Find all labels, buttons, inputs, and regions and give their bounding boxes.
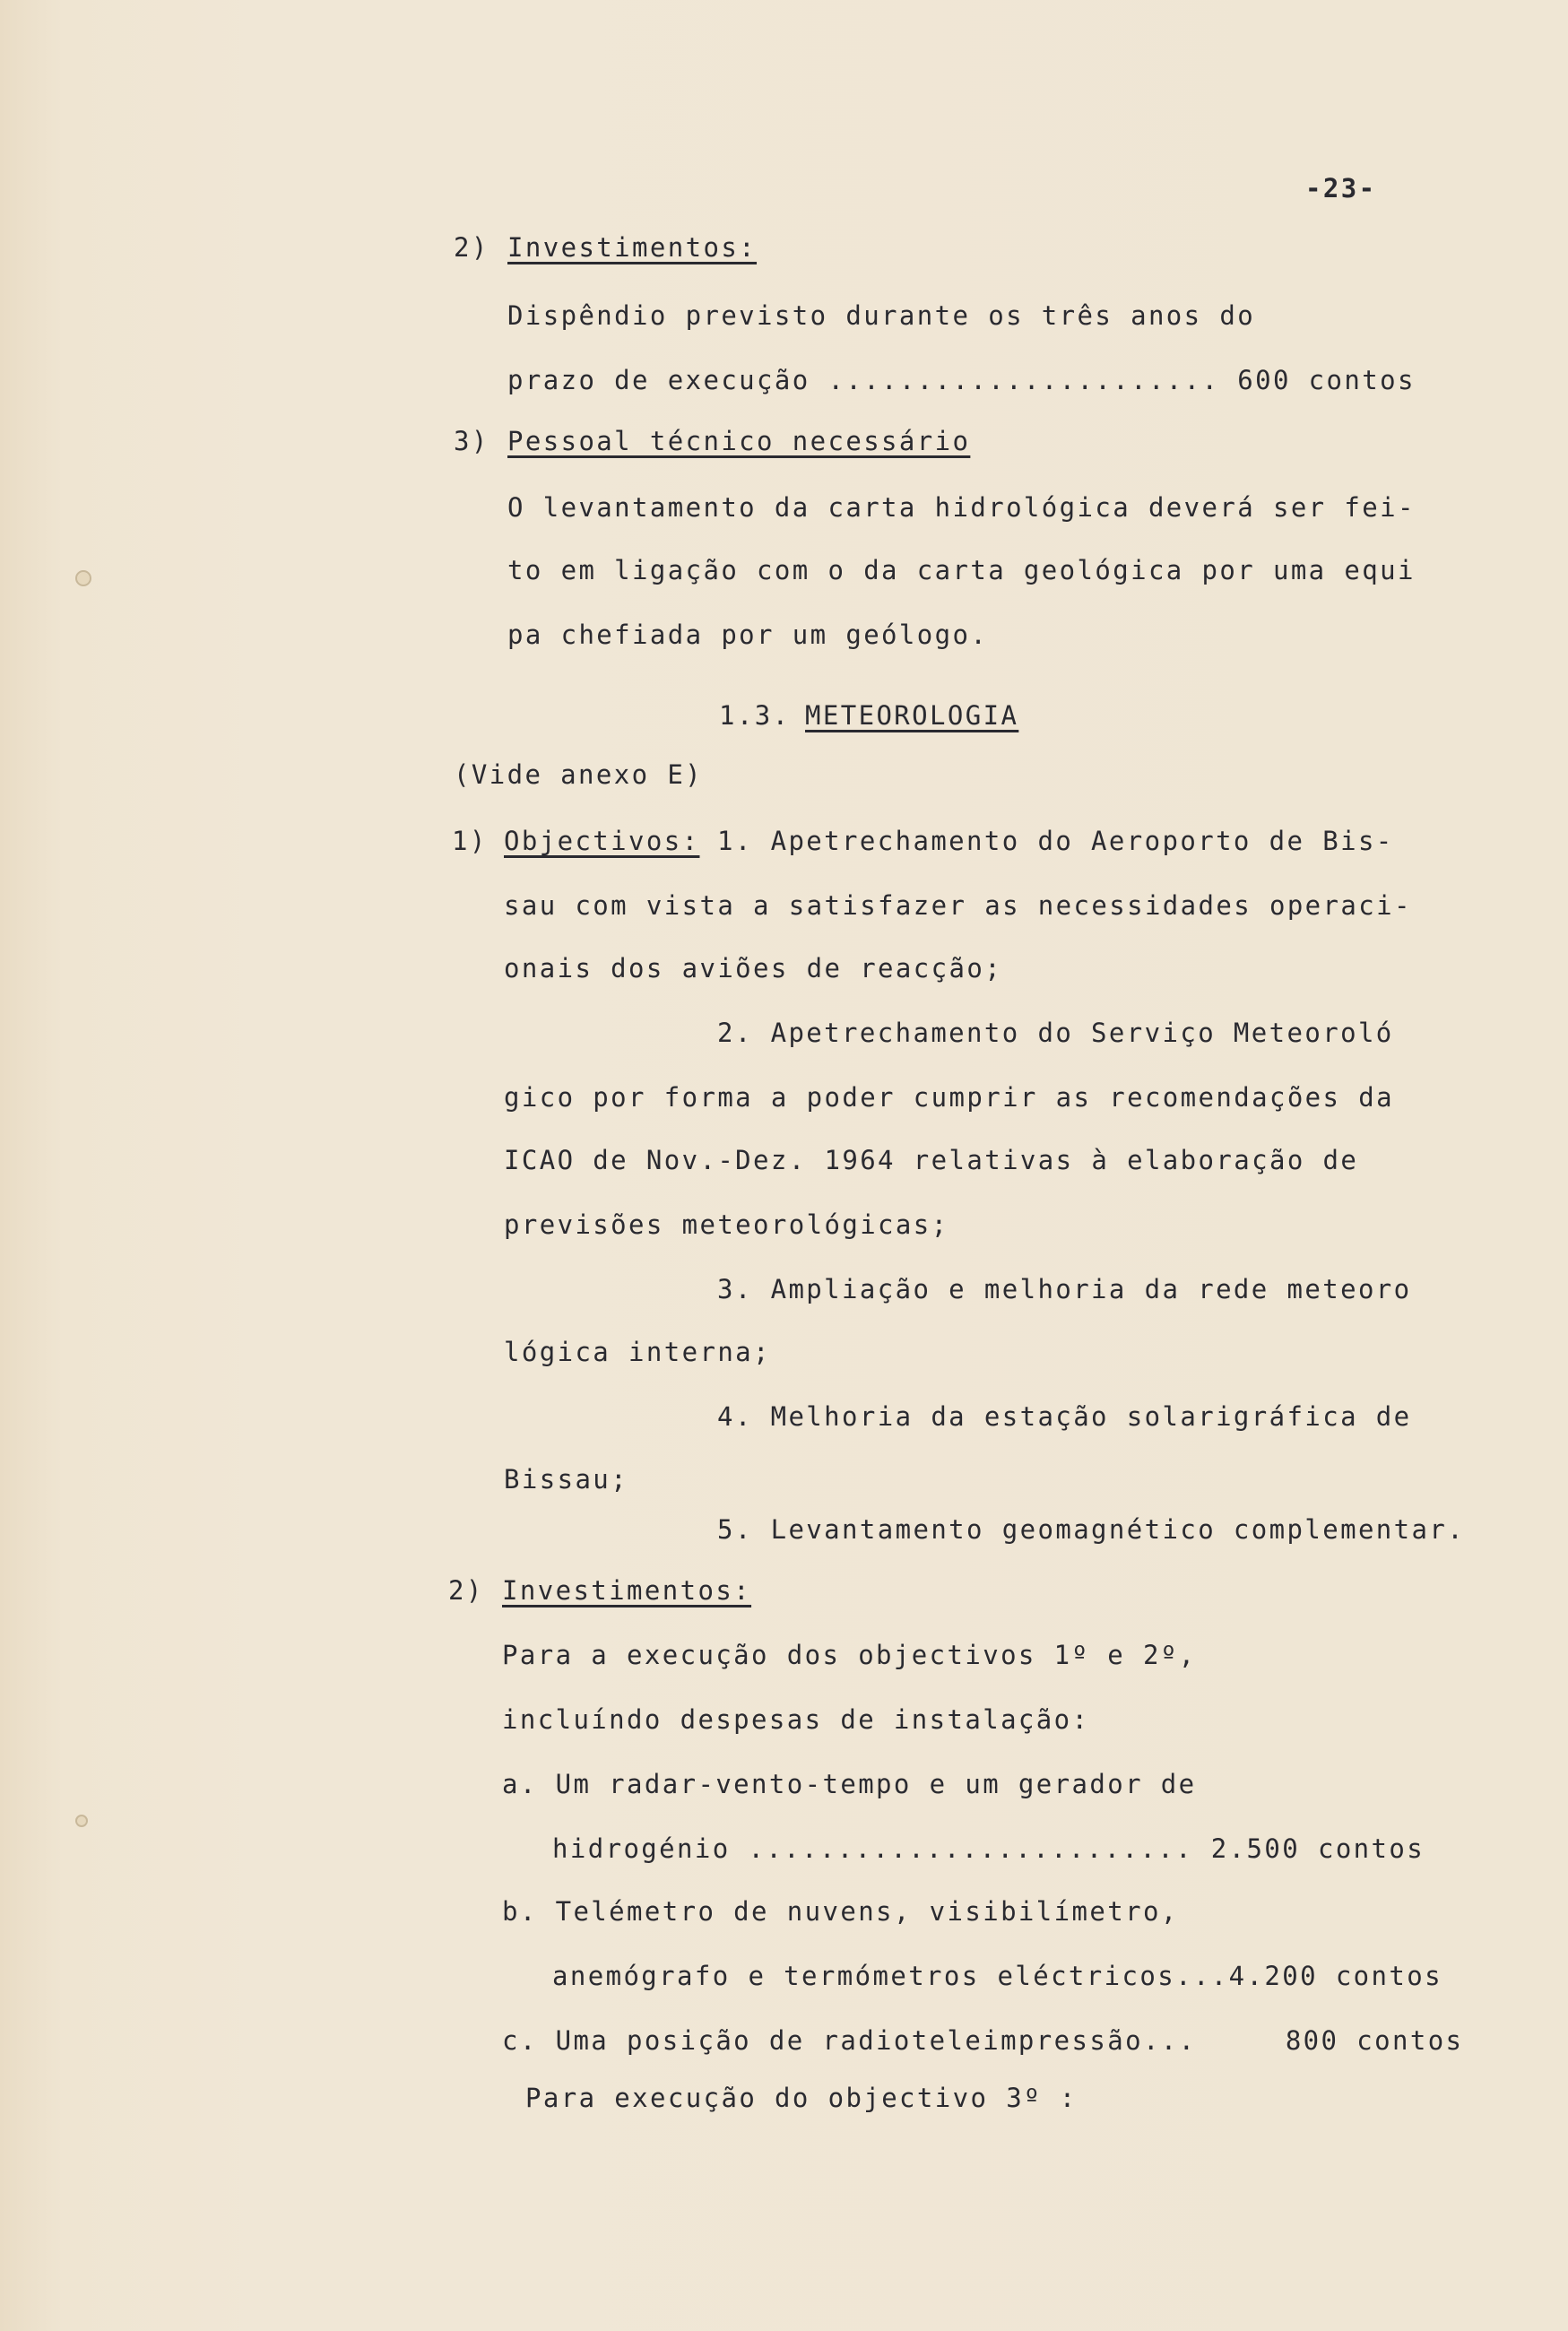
list-item: anemógrafo e termómetros eléctricos...4.200 contos: [552, 1961, 1442, 1991]
page-number: -23-: [1305, 173, 1377, 204]
text-line: 2. Apetrechamento do Serviço Meteoroló: [717, 1018, 1394, 1048]
subsection-title: METEOROLOGIA: [805, 700, 1019, 731]
text-line: previsões meteorológicas;: [504, 1209, 949, 1240]
text-line: incluíndo despesas de instalação:: [502, 1704, 1090, 1735]
section-heading: Pessoal técnico necessário: [507, 426, 971, 456]
text-line: 3. Ampliação e melhoria da rede meteoro: [717, 1274, 1412, 1304]
text-line: Dispêndio previsto durante os três anos do: [507, 300, 1256, 331]
text-line: sau com vista a satisfazer as necessidades operaci-: [504, 890, 1412, 921]
section-number: 3): [454, 426, 489, 456]
binder-hole: [75, 570, 91, 586]
text-line: Para a execução dos objectivos 1º e 2º,: [502, 1640, 1197, 1670]
section-number: 1): [452, 826, 488, 856]
text-line: lógica interna;: [504, 1337, 771, 1367]
list-item: c. Uma posição de radioteleimpressão... 800 contos: [502, 2025, 1464, 2056]
text-line: Bissau;: [504, 1464, 629, 1495]
list-item: a. Um radar-vento-tempo e um gerador de: [502, 1769, 1197, 1799]
text-line: onais dos aviões de reacção;: [504, 953, 1003, 984]
section-heading: Investimentos:: [507, 232, 758, 263]
subsection-number: 1.3.: [719, 700, 791, 731]
text-line: prazo de execução ...................... 600 contos: [507, 365, 1416, 395]
text-line: pa chefiada por um geólogo.: [507, 620, 989, 650]
section-number: 2): [448, 1575, 484, 1606]
text-line: 1. Apetrechamento do Aeroporto de Bis-: [717, 826, 1394, 856]
list-item: b. Telémetro de nuvens, visibilímetro,: [502, 1896, 1179, 1927]
annex-reference: (Vide anexo E): [454, 759, 704, 790]
binder-hole: [75, 1815, 88, 1827]
text-line: O levantamento da carta hidrológica deverá ser fei-: [507, 492, 1416, 523]
text-line: to em ligação com o da carta geológica por uma equi: [507, 555, 1416, 585]
text-line: ICAO de Nov.-Dez. 1964 relativas à elaboração de: [504, 1145, 1359, 1175]
list-item: hidrogénio ......................... 2.500 contos: [552, 1833, 1425, 1864]
section-heading: Objectivos:: [504, 826, 700, 856]
section-heading: Investimentos:: [502, 1575, 752, 1606]
text-line: 5. Levantamento geomagnético complementar.: [717, 1514, 1466, 1545]
text-line: 4. Melhoria da estação solarigráfica de: [717, 1401, 1412, 1432]
text-line: Para execução do objectivo 3º :: [525, 2083, 1078, 2113]
section-number: 2): [454, 232, 489, 263]
text-line: gico por forma a poder cumprir as recomendações da: [504, 1082, 1394, 1113]
